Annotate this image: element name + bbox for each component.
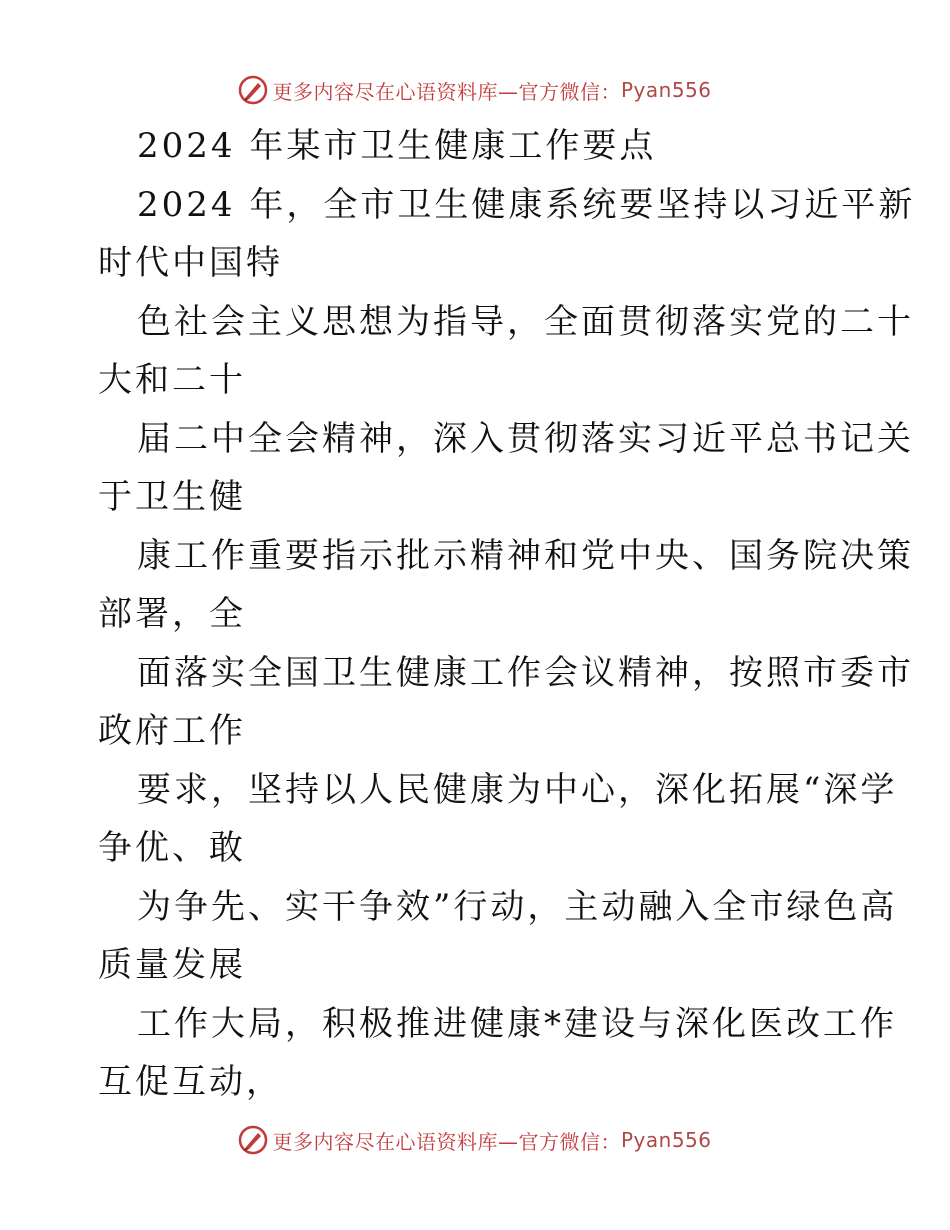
- footer-watermark: [0, 1120, 950, 1160]
- text-line: 色社会主义思想为指导，全面贯彻落实党的二十: [137, 302, 914, 342]
- text-line: 届二中全会精神，深入贯彻落实习近平总书记关: [137, 419, 914, 459]
- watermark-text: 更多内容尽在心语资料库—官方微信：: [272, 1129, 621, 1154]
- document-title: 2024 年某市卫生健康工作要点: [137, 126, 657, 166]
- watermark-account: Pyan556: [620, 1128, 712, 1152]
- watermark-account: Pyan556: [620, 78, 712, 102]
- text-line: 时代中国特: [98, 243, 283, 283]
- text-line: 面落实全国卫生健康工作会议精神，按照市委市: [137, 653, 914, 693]
- text-line: 互促互动，: [98, 1062, 283, 1102]
- text-line: 争优、敢: [98, 828, 246, 868]
- text-line: 部署，全: [98, 594, 246, 634]
- text-line: 于卫生健: [98, 477, 246, 517]
- text-line: 要求，坚持以人民健康为中心，深化拓展“深学: [137, 770, 898, 810]
- text-line: 大和二十: [98, 360, 246, 400]
- pen-logo-icon: [238, 75, 268, 105]
- text-line: 为争先、实干争效”行动，主动融入全市绿色高: [137, 887, 898, 927]
- text-line: 质量发展: [98, 945, 246, 985]
- pen-logo-icon: [238, 1125, 268, 1155]
- text-line: 康工作重要指示批示精神和党中央、国务院决策: [137, 536, 914, 576]
- text-line: 政府工作: [98, 711, 246, 751]
- text-line: 2024 年，全市卫生健康系统要坚持以习近平新: [137, 185, 916, 225]
- header-watermark: [0, 70, 950, 110]
- watermark-text: 更多内容尽在心语资料库—官方微信：: [272, 79, 621, 104]
- text-line: 工作大局，积极推进健康*建设与深化医改工作: [137, 1004, 897, 1044]
